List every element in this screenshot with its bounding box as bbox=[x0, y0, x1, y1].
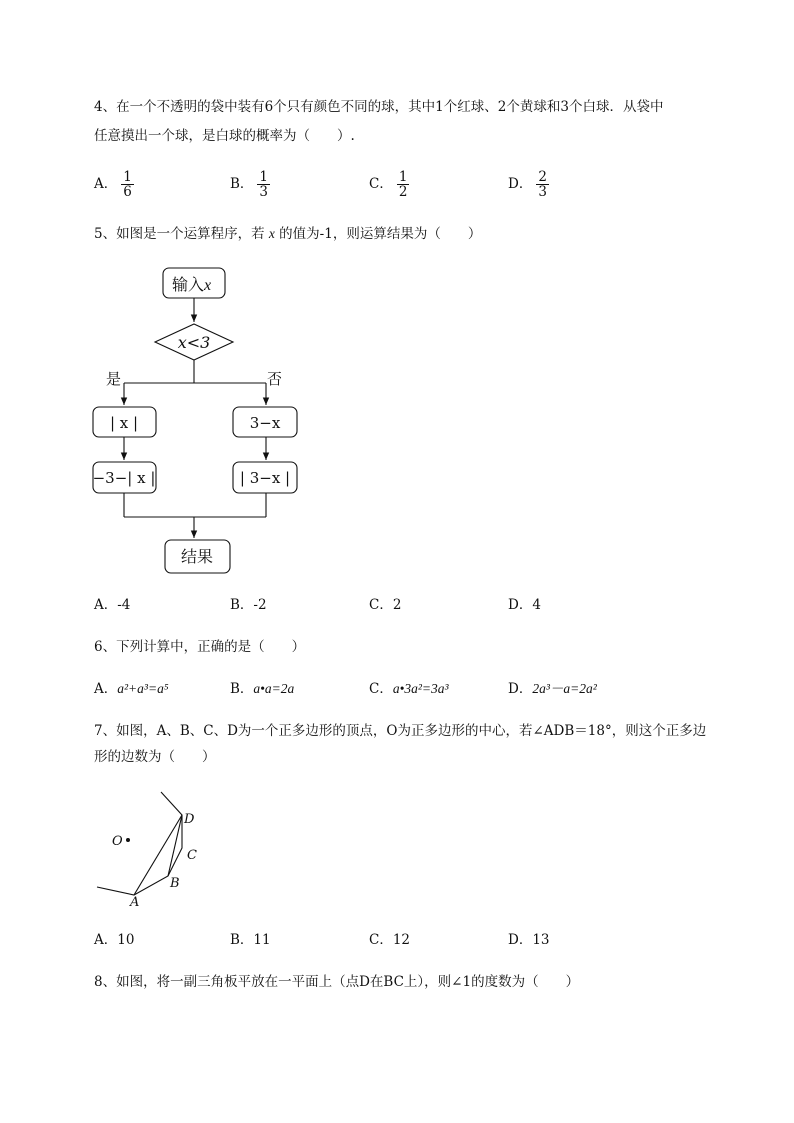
q4-option-a bbox=[94, 170, 134, 199]
q6-option-c: C．a•3a²=3a³ bbox=[369, 681, 449, 697]
q7-option-a: A．10 bbox=[94, 932, 135, 948]
flow-no-label: 否 bbox=[267, 370, 283, 388]
flow-right1-label: 3−x bbox=[249, 414, 281, 432]
q5-option-b: B．-2 bbox=[230, 597, 267, 613]
flowchart bbox=[85, 258, 335, 583]
center-point-o bbox=[126, 838, 130, 842]
q5-option-a: A．-4 bbox=[94, 597, 131, 613]
label-a: A bbox=[130, 895, 140, 910]
fraction: $\frac{1}{6}$ bbox=[123, 169, 132, 200]
fraction: $\frac{2}{3}$ bbox=[538, 169, 547, 200]
q6-option-a: A．a²+a³=a⁵ bbox=[94, 681, 169, 697]
q5-stem: 5、如图是一个运算程序，若 x 的值为-1，则运算结果为（ ） bbox=[94, 226, 482, 242]
q6-stem: 6、下列计算中，正确的是（ ） bbox=[94, 639, 306, 655]
q5-option-c: C．2 bbox=[369, 597, 402, 613]
q7-option-d: D．13 bbox=[508, 932, 550, 948]
label-o: O bbox=[112, 834, 123, 849]
q8-stem: 8、如图，将一副三角板平放在一平面上（点D在BC上），则∠1的度数为（ ） bbox=[94, 974, 580, 990]
q7-option-b: B．11 bbox=[230, 932, 271, 948]
segment-bd bbox=[168, 815, 182, 876]
q4-option-c bbox=[369, 170, 409, 199]
q7-stem-line2: 形的边数为（ ） bbox=[94, 749, 216, 765]
option-label: B． bbox=[230, 176, 254, 192]
label-d: D bbox=[184, 812, 195, 827]
fraction: $\frac{1}{3}$ bbox=[259, 169, 269, 200]
option-label: A． bbox=[94, 176, 118, 192]
q6-option-b: B．a•a=2a bbox=[230, 681, 295, 697]
q4-option-d bbox=[508, 170, 549, 199]
label-c: C bbox=[187, 848, 197, 863]
q4-stem-line2: 任意摸出一个球，是白球的概率为（ ）. bbox=[94, 128, 355, 144]
flow-right2-label: | 3−x | bbox=[239, 469, 291, 487]
q7-option-c: C．12 bbox=[369, 932, 411, 948]
q4-stem-line1: 4、在一个不透明的袋中装有6个只有颜色不同的球，其中1个红球、2个黄球和3个白球．从袋中 bbox=[94, 99, 664, 115]
fraction: $\frac{1}{2}$ bbox=[398, 169, 408, 200]
flow-condition-label: x<3 bbox=[177, 333, 211, 352]
q4-option-b bbox=[230, 170, 270, 199]
option-label: D． bbox=[508, 176, 533, 192]
flow-yes-label: 是 bbox=[106, 370, 122, 388]
q7-stem-line1: 7、如图，A、B、C、D为一个正多边形的顶点，O为正多边形的中心，若∠ADB＝18°，则这个正多边 bbox=[94, 723, 707, 739]
q5-option-d: D．4 bbox=[508, 597, 541, 613]
flow-left2-label: −3−| x | bbox=[92, 469, 156, 487]
flow-result-label: 结果 bbox=[180, 547, 214, 566]
polygon-figure bbox=[95, 785, 215, 910]
flow-left1-label: | x | bbox=[109, 414, 139, 432]
flow-input-label: 输入x bbox=[172, 275, 212, 294]
label-b: B bbox=[170, 876, 180, 891]
option-label: C． bbox=[369, 176, 393, 192]
q6-option-d: D．2a³－a=2a² bbox=[508, 681, 597, 697]
